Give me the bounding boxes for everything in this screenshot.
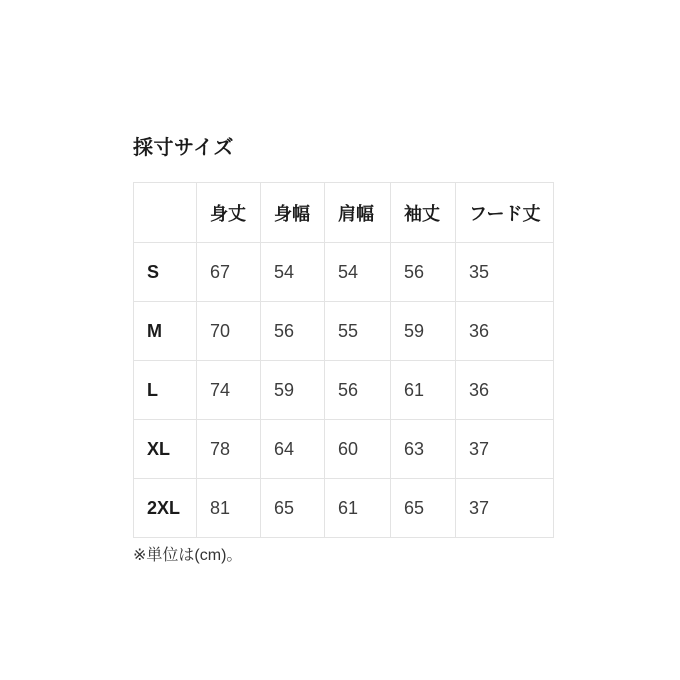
size-value-cell: 65 xyxy=(261,479,325,538)
size-value-cell: 65 xyxy=(391,479,456,538)
size-value-cell: 56 xyxy=(325,361,391,420)
size-value-cell: 61 xyxy=(391,361,456,420)
size-label-xl: XL xyxy=(134,420,197,479)
size-label-m: M xyxy=(134,302,197,361)
size-value-cell: 60 xyxy=(325,420,391,479)
size-value-cell: 35 xyxy=(456,243,554,302)
table-row-2xl xyxy=(134,479,554,538)
header-cell-body-length: 身丈 xyxy=(197,183,261,243)
size-value-cell: 59 xyxy=(391,302,456,361)
size-value-cell: 59 xyxy=(261,361,325,420)
size-chart-table xyxy=(133,182,554,538)
header-cell-hood-length: フード丈 xyxy=(456,183,554,243)
table-row-s xyxy=(134,243,554,302)
size-value-cell: 78 xyxy=(197,420,261,479)
size-value-cell: 54 xyxy=(261,243,325,302)
header-cell-sleeve-length: 袖丈 xyxy=(391,183,456,243)
size-value-cell: 64 xyxy=(261,420,325,479)
size-value-cell: 56 xyxy=(261,302,325,361)
size-value-cell: 56 xyxy=(391,243,456,302)
size-value-cell: 67 xyxy=(197,243,261,302)
size-label-s: S xyxy=(134,243,197,302)
table-row-xl xyxy=(134,420,554,479)
size-chart-section xyxy=(133,136,563,566)
page-title: 採寸サイズ xyxy=(133,137,234,159)
table-row-l xyxy=(134,361,554,420)
size-label-2xl: 2XL xyxy=(134,479,197,538)
size-value-cell: 36 xyxy=(456,361,554,420)
size-value-cell: 70 xyxy=(197,302,261,361)
unit-footnote: ※単位は(cm)。 xyxy=(133,547,243,564)
size-value-cell: 36 xyxy=(456,302,554,361)
header-cell-body-width: 身幅 xyxy=(261,183,325,243)
size-value-cell: 54 xyxy=(325,243,391,302)
table-row-m xyxy=(134,302,554,361)
table-header-row xyxy=(134,183,554,243)
size-label-l: L xyxy=(134,361,197,420)
size-value-cell: 37 xyxy=(456,479,554,538)
size-value-cell: 55 xyxy=(325,302,391,361)
size-value-cell: 63 xyxy=(391,420,456,479)
size-value-cell: 81 xyxy=(197,479,261,538)
header-cell-size xyxy=(134,183,197,243)
size-value-cell: 37 xyxy=(456,420,554,479)
header-cell-shoulder-width: 肩幅 xyxy=(325,183,391,243)
size-value-cell: 74 xyxy=(197,361,261,420)
size-value-cell: 61 xyxy=(325,479,391,538)
